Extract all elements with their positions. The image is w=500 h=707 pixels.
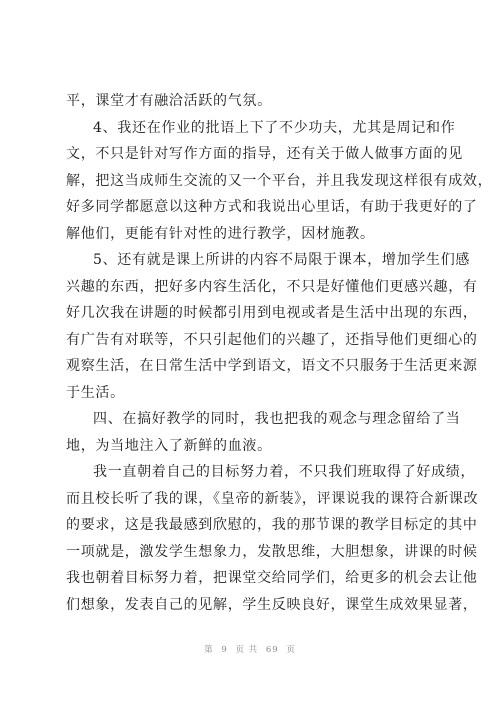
text-line: 地，为当地注入了新鲜的血液。 (66, 437, 272, 454)
footer-prefix: 第 (204, 645, 214, 655)
text-line: 平，课堂才有融洽活跃的气氛。 (66, 93, 272, 109)
text-line: 于生活。 (66, 384, 125, 401)
text-line: 兴趣的东西，把好多内容生活化，不只是好懂他们更感兴趣，有 (66, 278, 478, 295)
text-line: 文，不只是针对写作方面的指导，还有关于做人做事方面的见 (66, 146, 463, 162)
document-body (66, 88, 493, 618)
text-line: 5、还有就是课上所讲的内容不局限于课本，增加学生们感 (93, 252, 471, 268)
page-footer (0, 643, 500, 655)
text-line: 而且校长听了我的课，《皇帝的新装》，评课说我的课符合新课改 (66, 490, 479, 507)
text-line: 一项就是，激发学生想象力，发散思维，大胆想象，讲课的时候 (66, 543, 478, 560)
text-line: 有广告有对联等，不只引起他们的兴趣了，还指导他们更细心的 (66, 331, 478, 348)
footer-suffix: 页 (286, 645, 296, 655)
footer-page-number: 9 (221, 645, 228, 655)
text-line: 们想象，发表自己的见解，学生反映良好，课堂生成效果显著， (66, 596, 478, 613)
text-line: 四、在搞好教学的同时，我也把我的观念与理念留给了当 (93, 411, 461, 427)
text-line: 好几次我在讲题的时候都引用到电视或者是生活中出现的东西， (66, 305, 478, 321)
text-line: 解，把这当成师生交流的又一个平台，并且我发现这样很有成效， (66, 172, 493, 189)
text-line: 我一直朝着自己的目标努力着，不只我们班取得了好成绩， (93, 464, 476, 480)
text-line: 我也朝着目标努力着，把课堂交给同学们，给更多的机会去让他 (66, 570, 478, 586)
text-line: 好多同学都愿意以这种方式和我说出心里话，有助于我更好的了 (66, 199, 478, 215)
text-line: 的要求，这是我最感到欣慰的，我的那节课的教学目标定的其中 (66, 517, 478, 533)
text-line: 观察生活，在日常生活中学到语文，语文不只服务于生活更来源 (66, 358, 478, 374)
text-line: 4、我还在作业的批语上下了不少功夫，尤其是周记和作 (93, 119, 456, 136)
footer-middle: 页 共 (235, 645, 259, 655)
footer-total-pages: 69 (265, 645, 279, 655)
text-line: 解他们，更能有针对性的进行教学，因材施教。 (66, 225, 375, 242)
